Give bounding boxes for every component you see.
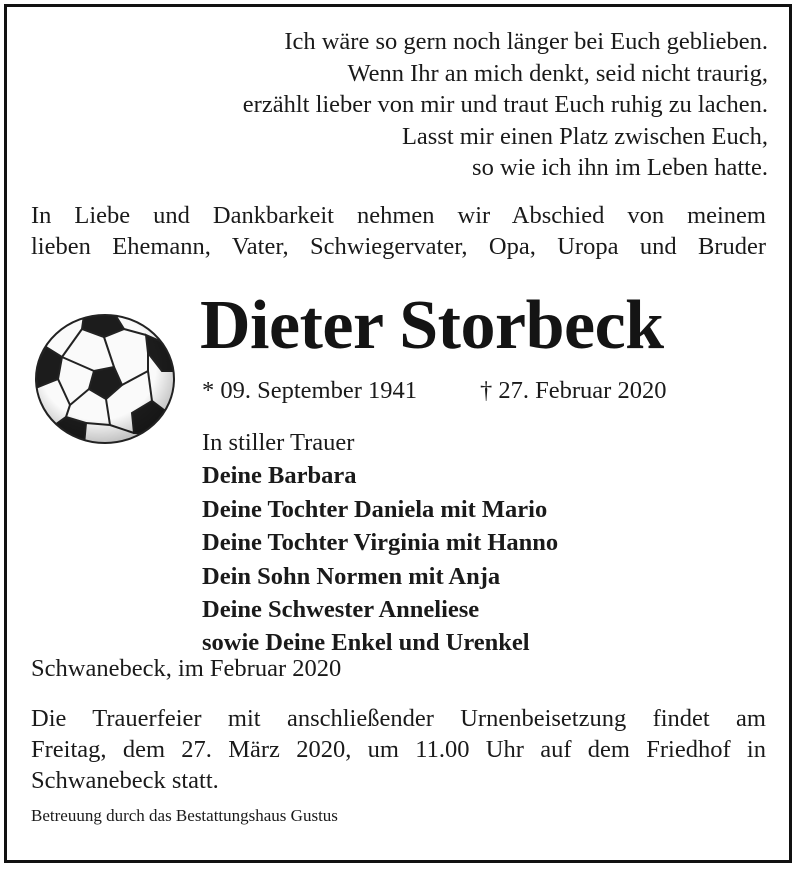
mourner: Deine Tochter Daniela mit Mario <box>202 495 548 523</box>
ceremony-line: Schwanebeck statt. <box>31 767 219 794</box>
poem <box>243 26 768 184</box>
deceased-name: Dieter Storbeck <box>200 287 664 364</box>
poem-line: Wenn Ihr an mich denkt, seid nicht traurig, <box>347 59 768 87</box>
mourner: Deine Tochter Virginia mit Hanno <box>202 529 559 557</box>
intro-line: lieben Ehemann, Vater, Schwiegervater, Opa, Uropa und Bruder <box>31 233 766 260</box>
ceremony-line: Freitag, dem 27. März 2020, um 11.00 Uhr auf dem Friedhof in <box>31 736 766 763</box>
birth-date: * 09. September 1941 <box>202 377 418 404</box>
mourner: Dein Sohn Normen mit Anja <box>202 562 501 590</box>
mourner: Deine Schwester Anneliese <box>202 596 480 624</box>
ceremony-info <box>31 703 766 796</box>
undertaker-note: Betreuung durch das Bestattungshaus Gustus <box>31 806 338 825</box>
intro-line: In Liebe und Dankbarkeit nehmen wir Abschied von meinem <box>31 202 766 229</box>
ceremony-line: Die Trauerfeier mit anschließender Urnenbeisetzung findet am <box>31 705 766 732</box>
mourner: sowie Deine Enkel und Urenkel <box>202 629 530 657</box>
life-dates <box>202 377 667 405</box>
mourning-heading: In stiller Trauer <box>202 429 355 456</box>
mourners-block <box>202 426 558 660</box>
poem-line: so wie ich ihn im Leben hatte. <box>472 154 768 181</box>
death-date: † 27. Februar 2020 <box>480 377 667 404</box>
poem-line: erzählt lieber von mir und traut Euch ruhig zu lachen. <box>242 91 768 118</box>
place-date: Schwanebeck, im Februar 2020 <box>31 655 342 682</box>
intro-text <box>31 200 766 262</box>
poem-line: Ich wäre so gern noch länger bei Euch geblieben. <box>284 28 768 55</box>
soccer-ball-icon <box>34 313 176 445</box>
mourner: Deine Barbara <box>202 462 357 490</box>
poem-line: Lasst mir einen Platz zwischen Euch, <box>401 122 768 150</box>
